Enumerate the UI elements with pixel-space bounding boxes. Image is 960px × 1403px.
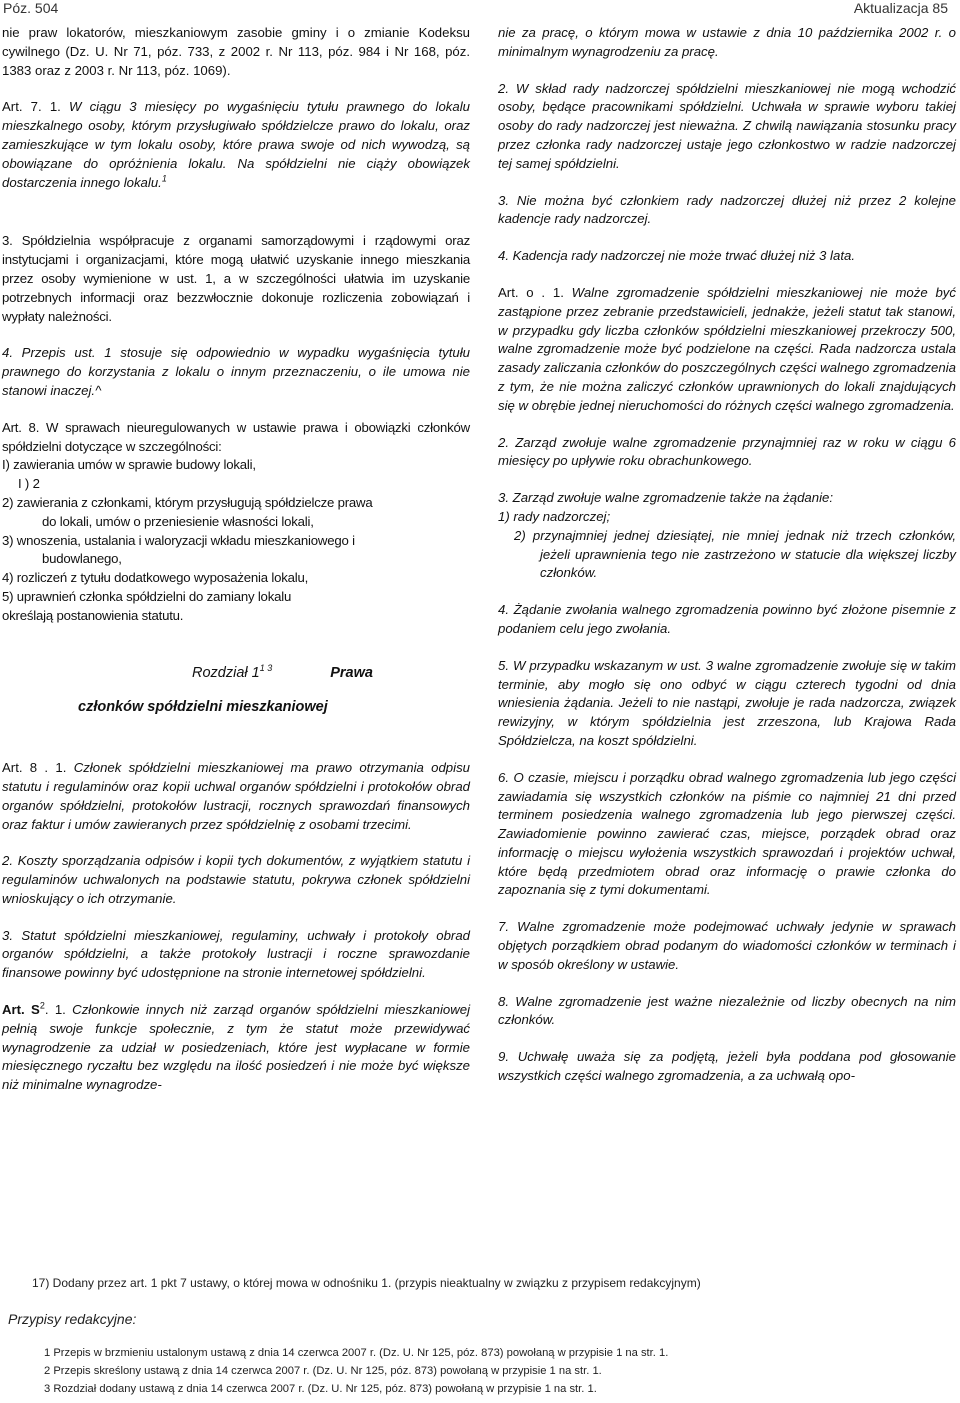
section-2: 2. Zarząd zwołuje walne zgromadzenie przynajmniej raz w roku w ciągu 6 miesięcy po upływie roku obrachunkowego. [498, 434, 956, 469]
chapter-number: Rozdział 1 [192, 664, 260, 681]
footnote-item: 3 Rozdział dodany ustawą z dnia 14 czerwca 2007 r. (Dz. U. Nr 125, póz. 873) powołaną w przypisie 1 na str. 1. [44, 1383, 597, 1395]
art81-paragraph-3: 3. Statut spółdzielni mieszkaniowej, regulaminy, uchwały i protokoły obrad organów spółdzielni, a także protokoły lustracji i roczne sprawozdanie finansowe powinny być udostępnione na stronie internetowej spółdzielni. [2, 927, 470, 981]
art8-end: określają postanowienia statutu. [2, 607, 184, 623]
section-6: 6. O czasie, miejscu i porządku obrad walnego zgromadzenia lub jego części zawiadamia się wszystkich członków na piśmie co najmniej 21 dni przed terminem posiedzenia walnego zgromadzenia lub jego pierwszej części. Zawiadomienie powinno zawierać czas, miejsce, porządek obrad oraz informację o miejscu wyłożenia wszystkich sprawozdań i projektów uchwał, które będą przedmiotem obrad oraz informację o prawie członka do zapoznania się z tymi dokumentami. [498, 769, 956, 898]
update-label: Aktualizacja 85 [853, 0, 948, 16]
page-number: Póz. 504 [3, 0, 59, 16]
art82-paragraph [2, 1001, 470, 1095]
section-5: 5. W przypadku wskazanym w ust. 3 walne zgromadzenie zwołuje się w takim terminie, aby mogło się ono odbyć w ciągu czterech tygodni od dnia wniesienia żądania. Jeżeli to nie nastąpi, zwołuje je rada nadzorcza, związek rewizyjny, w którym spółdzielnia jest zrzeszona, lub Krajowa Rada Spółdzielcza, na koszt spółdzielni. [498, 657, 956, 748]
chapter-subtitle: członków spółdzielni mieszkaniowej [78, 699, 328, 716]
list-item: 2) zawierania z członkami, którym przysługują spółdzielcze prawa [2, 494, 373, 510]
left-column [2, 24, 470, 1113]
art8-intro: Art. 8. W sprawach nieuregulowanych w ustawie prawa i obowiązki członków spółdzielni dotyczące w szczególności: [2, 419, 470, 454]
section-7: 7. Walne zgromadzenie może podejmować uchwały jedynie w sprawach objętych porządkiem obrad podanym do wiadomości członków w terminach i w sposób określony w ustawie. [498, 919, 956, 972]
list-item: 4) rozliczeń z tytułu dodatkowego wyposażenia lokalu, [2, 570, 309, 586]
footnote-ref-1[interactable]: 1 [161, 173, 167, 184]
intro-paragraph: nie praw lokatorów, mieszkaniowym zasobie gminy i o zmianie Kodeksu cywilnego (Dz. U. Nr 71, póz. 733, z 2002 r. Nr 113, póz. 984 i Nr 168, póz. 1383 oraz z 2003 r. Nr 113, póz. 1069). [2, 25, 470, 78]
art82-num: . 1. [44, 1002, 73, 1018]
footnote-ref-3[interactable]: 1 3 [259, 662, 273, 673]
art-o-text: Walne zgromadzenie spółdzielni mieszkaniowej nie może być zastąpione przez zebranie przedstawicieli, jednakże, jeżeli statut tak stanowi, w przypadku gdy liczba członków spółdzielni mieszkaniowej przekroczy 500, walne zgromadzenie może być podzielone na części. Rada nadzorcza ustala zasady zaliczania członków do poszczególnych części walnego zgromadzenia z tym, że nie można zaliczyć członków uprawnionych do lokali znajdujących się w obrębie jednej nieruchomości do różnych części walnego zgromadzenia. [498, 284, 956, 413]
list-item: 3) wnoszenia, ustalania i waloryzacji wkładu mieszkaniowego i [2, 532, 355, 548]
paragraph-2-right: 2. W skład rady nadzorczej spółdzielni mieszkaniowej nie mogą wchodzić osoby, będące pracownikami spółdzielni. Uchwała w sprawie wyboru takiej osoby do rady nadzorczej jest nieważna. Z chwilą nawiązania stosunku pracy przez członka rady nadzorczej ustaje jego członkostwo w radzie nadzorczej tej samej spółdzielni. [498, 80, 956, 171]
art82-label: Art. S [2, 1002, 40, 1018]
section-4: 4. Żądanie zwołania walnego zgromadzenia powinno być złożone pisemnie z podaniem celu jego zwołania. [498, 602, 956, 636]
list-item: 1) rady nadzorczej; [498, 508, 611, 524]
art81-label: Art. 8 . 1. [2, 760, 74, 776]
footnote-17: 17) Dodany przez art. 1 pkt 7 ustawy, o której mowa w odnośniku 1. (przypis nieaktualny w związku z przypisem redakcyjnym) [32, 1276, 701, 1290]
list-item: do lokali, umów o przeniesienie własności lokali, [42, 513, 314, 529]
footnote-item: 2 Przepis skreślony ustawą z dnia 14 czerwca 2007 r. (Dz. U. Nr 125, póz. 873) powołaną w przypisie 1 na str. 1. [44, 1365, 602, 1377]
section-3: 3. Zarząd zwołuje walne zgromadzenie także na żądanie: [498, 490, 834, 506]
section-9: 9. Uchwałę uważa się za podjętą, jeżeli była poddana pod głosowanie wszystkich części walnego zgromadzenia, a za uchwałą opo- [498, 1049, 956, 1084]
art81-text: Członek spółdzielni mieszkaniowej ma prawo otrzymania odpisu statutu i regulaminów oraz kopii uchwal organów spółdzielni i protokołów obrad organów spółdzielni, protokołów lustracji, rocznych sprawozdań finansowych oraz faktur i umów zawieranych przez spółdzielnię z osobami trzecimi. [2, 760, 470, 832]
section-3-list [498, 508, 956, 583]
continuation-paragraph: nie za pracę, o którym mowa w ustawie z dnia 10 października 2002 r. o minimalnym wynagrodzeniu za pracę. [498, 25, 956, 59]
list-item: 2) przynajmniej jednej dziesiątej, nie mniej jednak niż trzech członków, jeżeli uprawnienia tego nie zastrzeżono w statucie dla większej liczby członków. [514, 527, 956, 581]
list-item: budowlanego, [42, 551, 122, 567]
art-o-label: Art. o . 1. [498, 284, 572, 300]
chapter-title [2, 664, 470, 683]
footnote-item: 1 Przepis w brzmieniu ustalonym ustawą z dnia 14 czerwca 2007 r. (Dz. U. Nr 125, póz. 873) powołaną w przypisie 1 na str. 1. [44, 1347, 669, 1359]
art81-paragraph-2: 2. Koszty sporządzania odpisów i kopii tych dokumentów, z wyjątkiem statutu i regulaminów uchwalonych na podstawie statutu, pokrywa członek spółdzielni wnioskujący o ich otrzymanie. [2, 853, 470, 906]
chapter-heading: Prawa [330, 664, 373, 681]
list-item: I ) 2 [18, 476, 40, 492]
paragraph-4-right: 4. Kadencja rady nadzorczej nie może trwać dłużej niż 3 lata. [498, 248, 855, 264]
editorial-footnotes [44, 1344, 668, 1398]
art82-sup: 2 [39, 1000, 45, 1011]
list-item: I) zawierania umów w sprawie budowy lokali, [2, 457, 256, 473]
art81-paragraph [2, 759, 470, 834]
art8-list [2, 456, 470, 625]
paragraph-4: 4. Przepis ust. 1 stosuje się odpowiednio w wypadku wygaśnięcia tytułu prawnego do korzystania z lokalu o innym przeznaczeniu, o ile umowa nie stanowi inaczej.^ [2, 345, 470, 398]
section-8: 8. Walne zgromadzenie jest ważne niezależnie od liczby obecnych na nim członków. [498, 993, 956, 1028]
paragraph-3: 3. Spółdzielnia współpracuje z organami samorządowymi i rządowymi oraz instytucjami i organizacjami, które mogą ułatwić uzyskanie innego mieszkania przez osoby wymienione w ust. 1, a w szczególności ułatwia im uzyskanie potrzebnych informacji oraz bezzwłocznie dokonuje rozliczenia zobowiązań i wypłaty należności. [2, 233, 470, 324]
art-o-paragraph [498, 284, 956, 416]
footnotes-heading: Przypisy redakcyjne: [8, 1311, 137, 1327]
art7-text: W ciągu 3 miesięcy po wygaśnięciu tytułu prawnego do lokalu mieszkalnego osoby, którym przysługiwało spółdzielcze prawo do lokalu, oraz zamieszkujące w tym lokalu osoby, które prawa swoje od nich wywodzą, są obowiązane do opróżnienia lokalu. Na spółdzielni nie ciąży obowiązek dostarczenia innego lokalu. [2, 99, 470, 190]
art7-label: Art. 7. 1. [2, 99, 69, 115]
paragraph-3-right: 3. Nie można być członkiem rady nadzorczej dłużej niż przez 2 kolejne kadencje rady nadzorczej. [498, 192, 956, 227]
art82-text: Członkowie innych niż zarząd organów spółdzielni mieszkaniowej pełnią swoje funkcje społecznie, z tym że statut może przewidywać wynagrodzenie za udział w posiedzeniach, które jest wypłacane w formie miesięcznego ryczałtu bez względu na ilość posiedzeń i nie może być większe niż minimalne wynagrodze- [2, 1002, 471, 1093]
art7-paragraph [2, 98, 470, 192]
right-column [498, 24, 956, 1104]
list-item: 5) uprawnień członka spółdzielni do zamiany lokalu [2, 588, 292, 604]
